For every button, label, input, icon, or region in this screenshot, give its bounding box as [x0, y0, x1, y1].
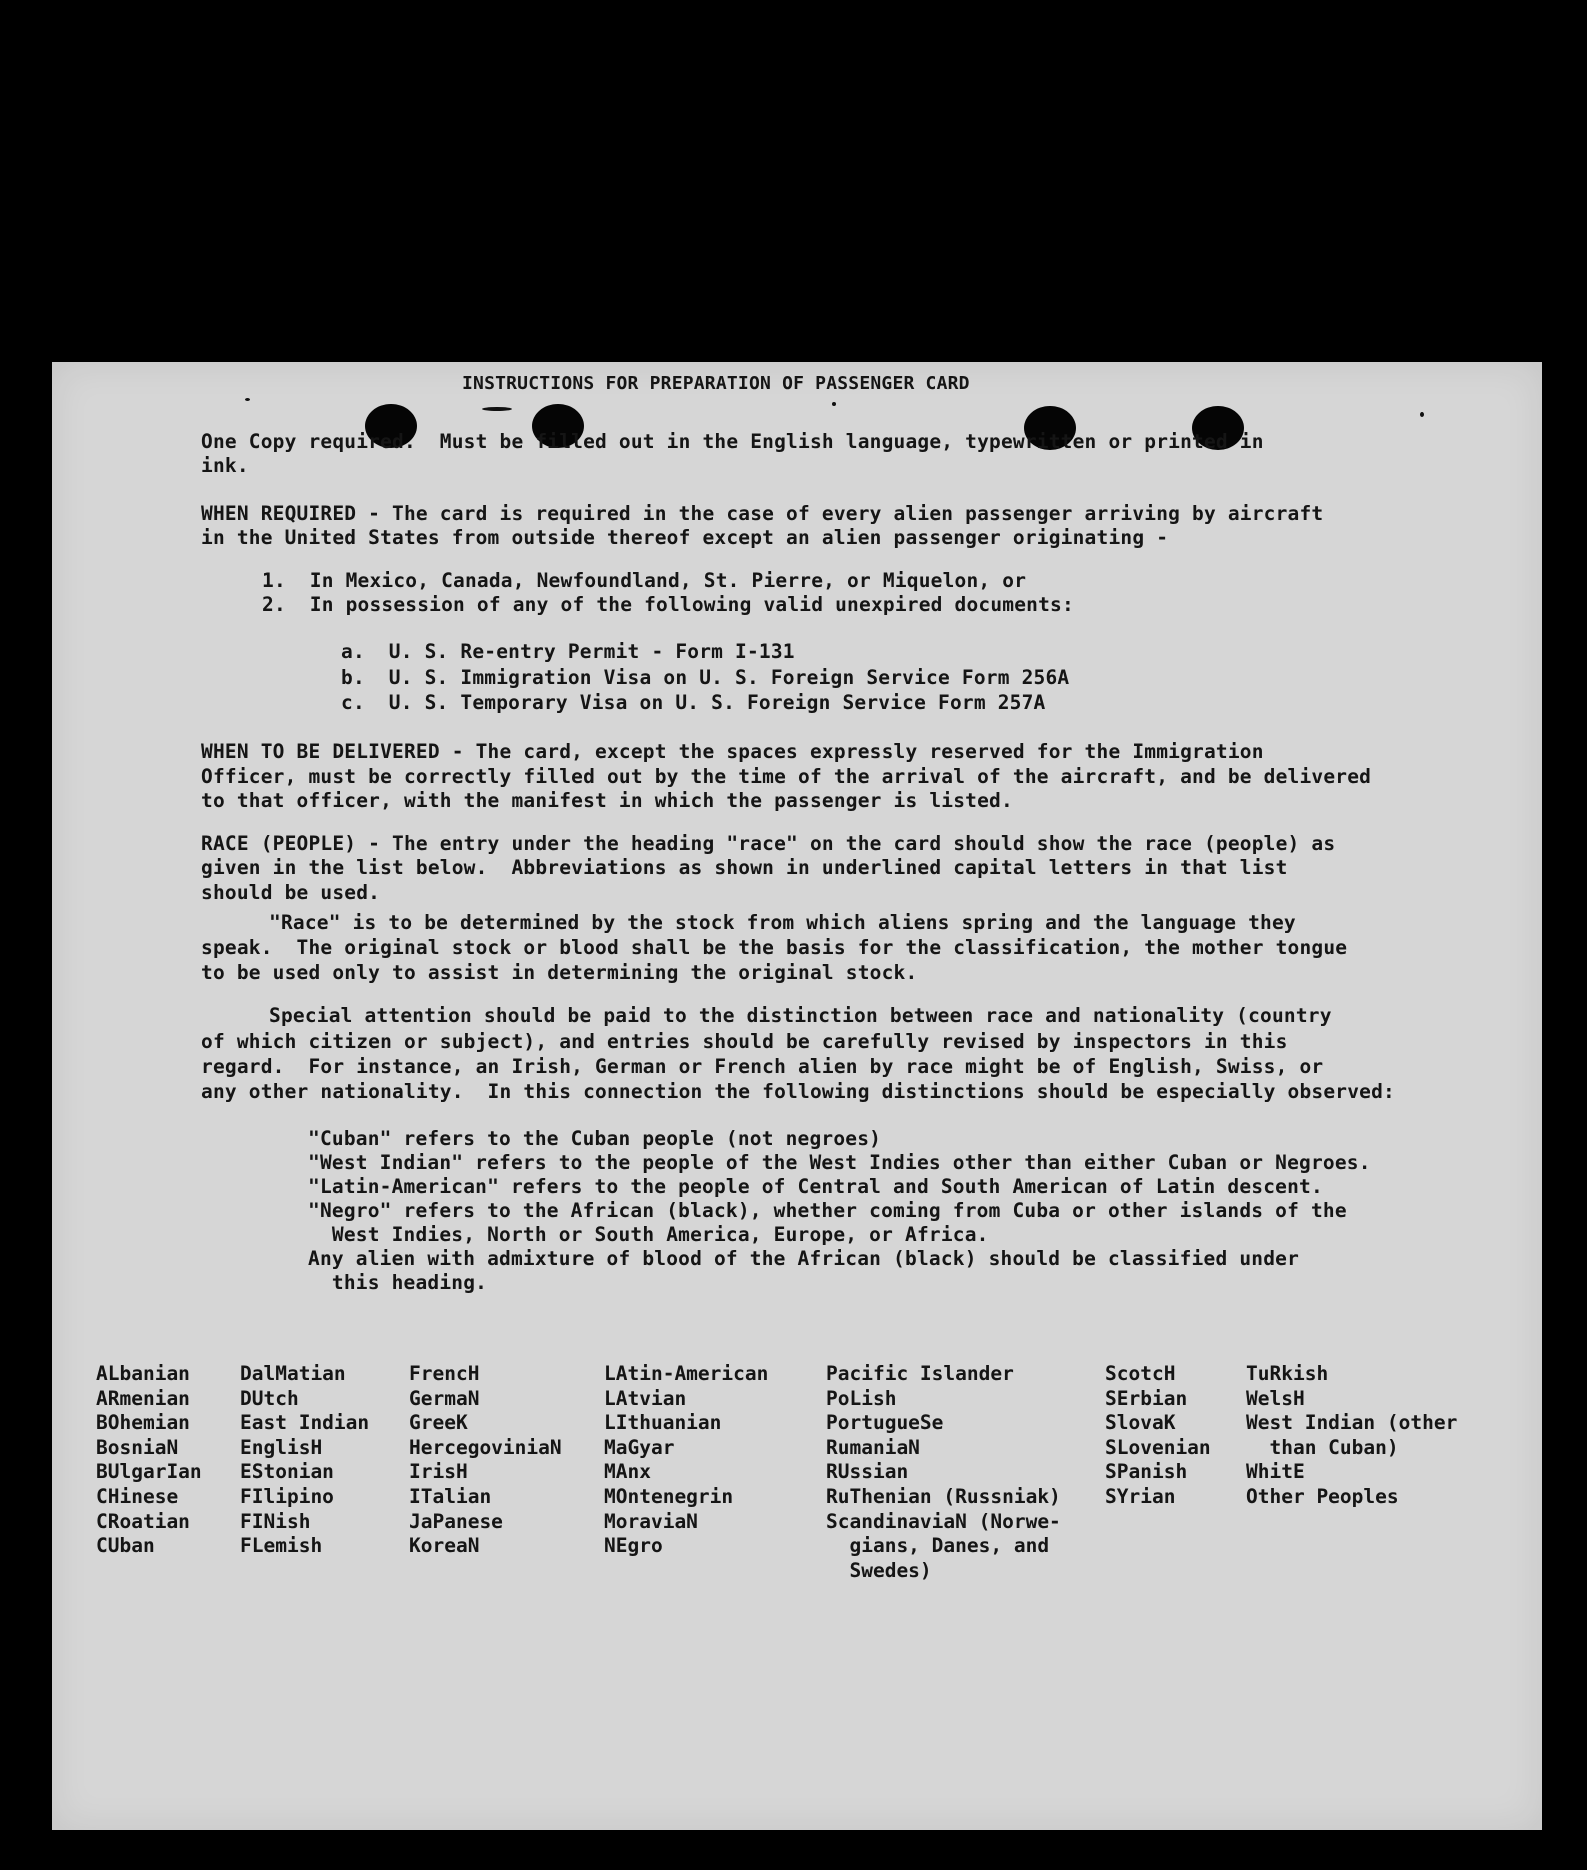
race-entry: EnglisH — [240, 1435, 323, 1459]
numbered-item: 1. In Mexico, Canada, Newfoundland, St. Pierre, or Miquelon, or — [262, 569, 1027, 592]
numbered-item: 2. In possession of any of the following valid unexpired documents: — [262, 593, 1074, 616]
distinction-line: "Latin-American" refers to the people of Central and South American of Latin descent. — [308, 1175, 1323, 1198]
race-list-column — [826, 1362, 1061, 1583]
race-entry: MOntenegrin — [604, 1484, 734, 1508]
race-entry: TuRkish — [1246, 1362, 1329, 1385]
race-entry: FLemish — [240, 1534, 323, 1558]
race-entry: CUban — [96, 1534, 155, 1558]
race-entry: RuThenian (Russniak) — [826, 1484, 1061, 1508]
race-stock-line: speak. The original stock or blood shall be the basis for the classification, the mother tongue — [201, 936, 1348, 959]
race-entry: SPanish — [1105, 1460, 1188, 1484]
race-stock-line: to be used only to assist in determining the original stock. — [201, 961, 918, 984]
document-title: INSTRUCTIONS FOR PREPARATION OF PASSENGER CARD — [462, 373, 970, 394]
race-entry: MaGyar — [604, 1435, 675, 1459]
race-entry: ARmenian — [96, 1386, 190, 1410]
race-entry: BosniaN — [96, 1435, 179, 1459]
race-entry: West Indian (other — [1246, 1411, 1458, 1435]
when-required-line: in the United States from outside thereof except an alien passenger originating - — [201, 526, 1169, 549]
race-entry: PoLish — [826, 1386, 897, 1410]
distinction-line: "Cuban" refers to the Cuban people (not negroes) — [308, 1127, 882, 1150]
race-entry: MoraviaN — [604, 1509, 698, 1533]
distinction-line: Any alien with admixture of blood of the African (black) should be classified under — [308, 1247, 1300, 1270]
race-entry: SlovaK — [1105, 1411, 1176, 1435]
race-entry: ScandinaviaN (Norwe- — [826, 1509, 1061, 1533]
race-entry: BUlgarIan — [96, 1460, 202, 1484]
race-entry: gians, Danes, and — [826, 1534, 1050, 1558]
race-entry: WelsH — [1246, 1386, 1305, 1410]
race-entry: CHinese — [96, 1484, 179, 1508]
speck — [482, 407, 512, 411]
race-entry: EStonian — [240, 1460, 334, 1484]
race-entry: CRoatian — [96, 1509, 190, 1533]
race-entry: GreeK — [409, 1411, 468, 1435]
race-entry: RumaniaN — [826, 1435, 920, 1459]
race-list-column — [1105, 1362, 1211, 1510]
race-list-column — [1246, 1362, 1457, 1510]
speck — [832, 402, 836, 406]
race-entry: BOhemian — [96, 1411, 190, 1435]
when-delivered-line: WHEN TO BE DELIVERED - The card, except the spaces expressly reserved for the Immigration — [201, 740, 1264, 763]
intro-line: ink. — [201, 454, 249, 477]
lettered-item: a. U. S. Re-entry Permit - Form I-131 — [341, 640, 795, 663]
race-entry: SErbian — [1105, 1386, 1188, 1410]
race-entry: FrencH — [409, 1362, 480, 1385]
lettered-item: b. U. S. Immigration Visa on U. S. Foreign Service Form 256A — [341, 666, 1070, 689]
race-entry: IrisH — [409, 1460, 468, 1484]
race-list-column — [409, 1362, 562, 1559]
race-entry: LAtin-American — [604, 1362, 769, 1385]
race-entry: WhitE — [1246, 1460, 1305, 1484]
distinction-line: "West Indian" refers to the people of the West Indies other than either Cuban or Negroes. — [308, 1151, 1371, 1174]
race-entry: Pacific Islander — [826, 1362, 1014, 1385]
race-entry: SLovenian — [1105, 1435, 1211, 1459]
race-entry: MAnx — [604, 1460, 651, 1484]
race-people-line: RACE (PEOPLE) - The entry under the heading "race" on the card should show the race (people) as — [201, 832, 1336, 855]
race-list-column — [96, 1362, 202, 1559]
race-entry: FINish — [240, 1509, 311, 1533]
when-delivered-line: to that officer, with the manifest in which the passenger is listed. — [201, 789, 1013, 812]
special-attention-line: regard. For instance, an Irish, German or French alien by race might be of English, Swiss, or — [201, 1055, 1324, 1078]
race-list-column — [240, 1362, 369, 1559]
race-people-line: should be used. — [201, 881, 381, 904]
race-list-column — [604, 1362, 768, 1559]
race-entry: ScotcH — [1105, 1362, 1176, 1385]
lettered-item: c. U. S. Temporary Visa on U. S. Foreign Service Form 257A — [341, 691, 1046, 714]
race-entry: FIlipino — [240, 1484, 334, 1508]
race-entry: GermaN — [409, 1386, 480, 1410]
intro-line: One Copy required. Must be filled out in the English language, typewritten or printed in — [201, 430, 1264, 453]
passenger-card-instructions-sheet — [52, 362, 1542, 1830]
speck — [1420, 412, 1424, 417]
race-entry: SYrian — [1105, 1484, 1176, 1508]
race-entry: DUtch — [240, 1386, 299, 1410]
race-entry: PortugueSe — [826, 1411, 944, 1435]
race-entry: LAtvian — [604, 1386, 687, 1410]
special-attention-line: Special attention should be paid to the distinction between race and nationality (country — [269, 1004, 1332, 1027]
race-people-line: given in the list below. Abbreviations as shown in underlined capital letters in that list — [201, 856, 1288, 879]
race-entry: JaPanese — [409, 1509, 503, 1533]
when-delivered-line: Officer, must be correctly filled out by the time of the arrival of the aircraft, and be delivered — [201, 765, 1372, 788]
when-required-line: WHEN REQUIRED - The card is required in the case of every alien passenger arriving by aircraft — [201, 502, 1324, 525]
race-entry: NEgro — [604, 1534, 663, 1558]
race-entry: ALbanian — [96, 1362, 190, 1385]
race-entry: LIthuanian — [604, 1411, 722, 1435]
speck — [245, 398, 250, 401]
race-entry: KoreaN — [409, 1534, 480, 1558]
race-entry: East Indian — [240, 1411, 370, 1435]
special-attention-line: of which citizen or subject), and entries should be carefully revised by inspectors in this — [201, 1030, 1288, 1053]
distinction-line: "Negro" refers to the African (black), whether coming from Cuba or other islands of the — [308, 1199, 1347, 1222]
race-entry: Other Peoples — [1246, 1484, 1399, 1508]
special-attention-line: any other nationality. In this connection the following distinctions should be especially observed: — [201, 1080, 1395, 1103]
race-entry: than Cuban) — [1246, 1435, 1399, 1459]
distinction-line: West Indies, North or South America, Europe, or Africa. — [308, 1223, 989, 1246]
race-entry: DalMatian — [240, 1362, 346, 1385]
race-entry: ITalian — [409, 1484, 492, 1508]
race-entry: Swedes) — [826, 1558, 932, 1582]
race-stock-line: "Race" is to be determined by the stock from which aliens spring and the language they — [269, 911, 1296, 934]
race-entry: RUssian — [826, 1460, 909, 1484]
distinction-line: this heading. — [308, 1271, 488, 1294]
race-entry: HercegoviniaN — [409, 1435, 562, 1459]
